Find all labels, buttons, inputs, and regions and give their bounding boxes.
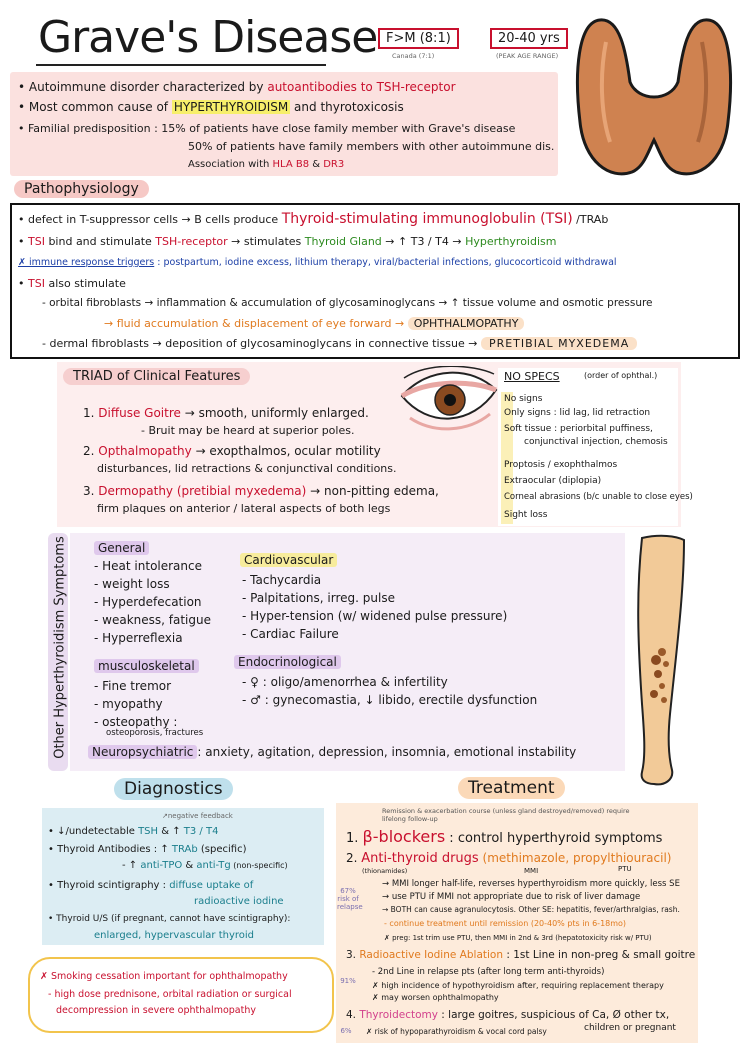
intro-line-5: Association with HLA B8 & DR3 (188, 159, 345, 170)
endo-item: - ♂ : gynecomastia, ↓ libido, erectile dysfunction (242, 693, 538, 707)
diag-line-2: • Thyroid Antibodies : ↑ TRAb (specific) (48, 844, 247, 855)
diag-line-5: radioactive iodine (194, 896, 284, 907)
general-heading: General (94, 541, 149, 555)
msk-item: - osteopathy : (94, 715, 178, 729)
age-badge: 20-40 yrs (490, 28, 568, 49)
treatment-mmi-note: → MMI longer half-life, reverses hyperthyroidism more quickly, less SE (382, 879, 680, 889)
relapse-risk-note: 67% risk of relapse (337, 887, 363, 911)
treatment-item-3: 3. Radioactive Iodine Ablation : 1st Line in non-preg & small goitre (346, 949, 696, 961)
cardio-item: - Hyper-tension (w/ widened pulse pressure) (242, 609, 508, 623)
diag-line-1: • ↓/undetectable TSH & ↑ T3 / T4 (48, 826, 219, 837)
no-specs-item: Soft tissue : periorbital puffiness, (504, 424, 653, 434)
general-item: - Hyperdefecation (94, 595, 202, 609)
diag-note: ↗negative feedback (162, 812, 233, 820)
treatment-item-4: 4. Thyroidectomy : large goitres, suspicious of Ca, Ø other tx, (346, 1009, 670, 1021)
treatment-continue-note: - continue treatment until remission (20-40% pts in 6-18mo) (384, 919, 627, 928)
treatment-surgery-cont: children or pregnant (584, 1023, 676, 1033)
page-title: Grave's Disease (38, 12, 378, 63)
surgery-percent-note: 6% (340, 1027, 352, 1035)
msk-heading: musculoskeletal (94, 659, 199, 673)
rai-percent-note: 91% (340, 977, 356, 985)
treatment-thionamides: (thionamides) (362, 867, 408, 875)
msk-item-note: osteoporosis, fractures (106, 728, 204, 738)
endo-heading: Endocrinological (234, 655, 341, 669)
intro-line-4: 50% of patients have family members with other autoimmune dis. (188, 140, 555, 153)
cardio-item: - Cardiac Failure (242, 627, 339, 641)
diagnostics-section (42, 808, 324, 945)
no-specs-item: Corneal abrasions (b/c unable to close eyes) (504, 492, 693, 502)
smoking-line-1: ✗ Smoking cessation important for ophthalmopathy (40, 971, 288, 982)
diag-line-6: • Thyroid U/S (if pregnant, cannot have scintigraphy): (48, 914, 291, 924)
treatment-mmi-label: MMI (524, 867, 539, 875)
diag-line-7: enlarged, hypervascular thyroid (94, 930, 255, 941)
treatment-rai-note-2: ✗ high incidence of hypothyroidism after, requiring replacement therapy (372, 981, 664, 990)
treatment-surgery-note: ✗ risk of hypoparathyroidism & vocal cord palsy (366, 1027, 547, 1036)
diagnostics-heading: Diagnostics (114, 778, 233, 800)
treatment-heading: Treatment (458, 777, 565, 799)
treatment-ptu-note: → use PTU if MMI not appropriate due to risk of liver damage (382, 892, 641, 902)
msk-item: - Fine tremor (94, 679, 172, 693)
no-specs-item: Only signs : lid lag, lid retraction (504, 408, 651, 418)
patho-line-7: - dermal fibroblasts → deposition of glycosaminoglycans in connective tissue → PRETIBIAL MYXEDEMA (42, 337, 637, 350)
no-specs-item: Proptosis / exophthalmos (504, 460, 618, 470)
treatment-item-1: 1. β-blockers : control hyperthyroid symptoms (346, 827, 663, 846)
smoking-line-3: decompression in severe ophthalmopathy (56, 1005, 256, 1016)
leg-myxedema-icon (632, 534, 690, 790)
no-specs-item: Sight loss (504, 510, 548, 520)
no-specs-item: No signs (504, 394, 543, 404)
no-specs-note: (order of ophthal.) (584, 371, 658, 380)
sex-ratio-badge: F>M (8:1) (378, 28, 459, 49)
cardio-heading: Cardiovascular (240, 553, 337, 567)
treatment-section (336, 803, 698, 1043)
triad-heading: TRIAD of Clinical Features (63, 368, 250, 385)
treatment-note: Remission & exacerbation course (unless gland destroyed/removed) require lifelong follow-up (382, 807, 630, 823)
cardio-item: - Palpitations, irreg. pulse (242, 591, 395, 605)
smoking-line-2: - high dose prednisone, orbital radiation or surgical (48, 989, 292, 1000)
smoking-cessation-box (28, 957, 334, 1033)
no-specs-panel (498, 368, 693, 526)
treatment-ptu-label: PTU (618, 865, 632, 873)
intro-line-1: • Autoimmune disorder characterized by autoantibodies to TSH-receptor (18, 80, 456, 94)
endo-item: - ♀ : oligo/amenorrhea & infertility (242, 675, 448, 689)
neuro-line: Neuropsychiatric : anxiety, agitation, depression, insomnia, emotional instability (88, 745, 576, 759)
eye-illustration-icon (398, 366, 500, 436)
diag-line-3: - ↑ anti-TPO & anti-Tg (non-specific) (122, 860, 288, 871)
symptoms-section (70, 533, 625, 771)
age-note: (PEAK AGE RANGE) (496, 52, 559, 60)
diag-line-4: • Thyroid scintigraphy : diffuse uptake of (48, 880, 254, 891)
general-item: - weakness, fatigue (94, 613, 211, 627)
sex-ratio-note: Canada (7:1) (392, 52, 435, 60)
no-specs-item: Extraocular (diplopia) (504, 476, 602, 486)
patho-line-1: • defect in T-suppressor cells → B cells produce Thyroid-stimulating immunoglobulin (TSI) /TRAb (18, 211, 609, 227)
pathophysiology-box (10, 203, 740, 359)
no-specs-heading: NO SPECS (504, 370, 560, 383)
general-item: - Hyperreflexia (94, 631, 183, 645)
patho-line-2: • TSI bind and stimulate TSH-receptor → stimulates Thyroid Gland → ↑ T3 / T4 → Hyperthyroidism (18, 235, 557, 248)
intro-line-3: • Familial predisposition : 15% of patients have close family member with Grave's disease (18, 122, 516, 135)
msk-item: - myopathy (94, 697, 163, 711)
triad-item-3: 3. Dermopathy (pretibial myxedema) → non-pitting edema, (83, 484, 439, 498)
treatment-both-note: → BOTH can cause agranulocytosis. Other SE: hepatitis, fever/arthralgias, rash. (382, 905, 680, 914)
treatment-item-2: 2. Anti-thyroid drugs (methimazole, propylthiouracil) (346, 851, 672, 866)
no-specs-item: conjunctival injection, chemosis (524, 437, 668, 447)
general-item: - weight loss (94, 577, 170, 591)
general-item: - Heat intolerance (94, 559, 202, 573)
patho-line-4: • TSI also stimulate (18, 277, 126, 290)
patho-line-6: → fluid accumulation & displacement of eye forward → OPHTHALMOPATHY (104, 317, 524, 330)
patho-line-3: ✗ immune response triggers : postpartum, iodine excess, lithium therapy, viral/bacterial infections, glucocorticoid withdrawal (18, 257, 617, 268)
symptoms-side-label: Other Hyperthyroidism Symptoms (52, 536, 68, 759)
treatment-rai-note-3: ✗ may worsen ophthalmopathy (372, 993, 499, 1002)
triad-item-1-note: - Bruit may be heard at superior poles. (141, 424, 355, 437)
intro-line-2: • Most common cause of HYPERTHYROIDISM and thyrotoxicosis (18, 100, 404, 114)
patho-line-5: - orbital fibroblasts → inflammation & accumulation of glycosaminoglycans → ↑ tissue volume and osmotic pressure (42, 297, 653, 309)
triad-item-3-cont: firm plaques on anterior / lateral aspects of both legs (97, 502, 391, 515)
cardio-item: - Tachycardia (242, 573, 322, 587)
intro-section (10, 72, 558, 176)
treatment-rai-note-1: - 2nd Line in relapse pts (after long term anti-thyroids) (372, 967, 605, 977)
title-underline (36, 64, 326, 66)
triad-item-2: 2. Opthalmopathy → exopthalmos, ocular motility (83, 444, 381, 458)
thyroid-gland-icon (570, 12, 738, 182)
pathophysiology-heading: Pathophysiology (14, 180, 149, 198)
triad-item-2-cont: disturbances, lid retractions & conjunctival conditions. (97, 462, 397, 475)
treatment-preg-note: ✗ preg: 1st trim use PTU, then MMI in 2nd & 3rd (hepatotoxicity risk w/ PTU) (384, 934, 652, 942)
triad-item-1: 1. Diffuse Goitre → smooth, uniformly enlarged. (83, 406, 369, 420)
